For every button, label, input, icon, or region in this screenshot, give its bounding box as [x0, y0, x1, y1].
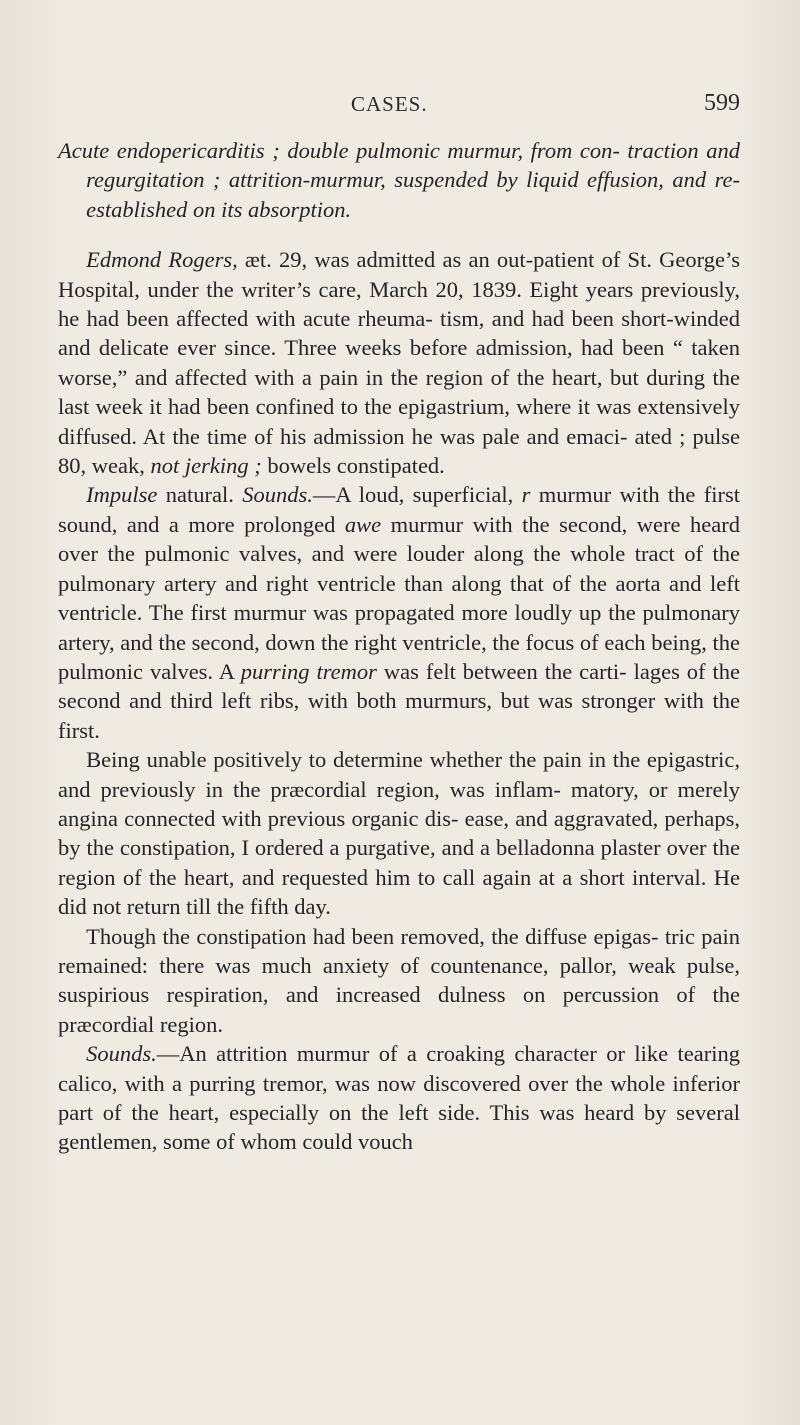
- paragraph-attrition-text: —An attrition murmur of a croaking character or like tearing calico, with a purring tremor, was now discovered over the whole inferior part of the heart, especially on the left side. This was heard by several gentlemen, some of whom could vouch: [58, 1041, 740, 1155]
- sounds-text-1: —A loud, superficial,: [312, 482, 522, 508]
- paragraph-admission-text: æt. 29, was admitted as an out-patient of St. George’s Hospital, under the writer’s care, March 20, 1839. Eight years previously, he had been affected with acute rheuma- tism, and had been short-winded and delicate ever since. Three weeks before admission, had been “ taken worse,” and affected with a pain in the region of the heart, but during the last week it had been confined to the epigastrium, where it was extensively diffused. At the time of his admission he was pale and emaci- ated ; pulse 80, weak,: [58, 247, 740, 479]
- paragraph-impulse-sounds: [58, 480, 740, 745]
- paragraph-treatment: Being unable positively to determine whether the pain in the epigastric, and previously in the præcordial region, was inflam- matory, or merely angina connected with previous organic dis- ease, and aggravated, perhaps, by the constipation, I ordered a purgative, and a belladonna plaster over the region of the heart, and requested him to call again at a short interval. He did not return till the fifth day.: [58, 747, 740, 920]
- paragraph-attrition: [58, 1039, 740, 1157]
- patient-name: Edmond Rogers,: [86, 247, 238, 273]
- page-number: 599: [704, 90, 740, 116]
- paragraph-followup: Though the constipation had been removed, the diffuse epigas- tric pain remained: there was much anxiety of countenance, pallor, weak pulse, suspirious respiration, and increased dulness on percussion of the præcordial region.: [58, 923, 740, 1037]
- page-header: [40, 92, 740, 122]
- impulse-label: Impulse: [86, 482, 158, 508]
- paragraph-admission: [58, 245, 740, 480]
- pulse-note: not jerking ;: [150, 453, 262, 479]
- impulse-value: natural.: [157, 482, 243, 508]
- running-head: CASES.: [351, 92, 428, 116]
- sounds-label-2: Sounds.: [86, 1041, 157, 1067]
- paragraph-admission-tail: bowels constipated.: [261, 453, 445, 479]
- sounds-text-3: murmur with the second, were heard over the pulmonic valves, and were louder along the whole tract of the pulmonary artery and right ventricle than along that of the aorta and left ventricle. The first murmur was propagated more loudly up the pulmonary artery, and the second, down the right ventricle, the focus of each being, the pulmonic valves. A: [58, 511, 740, 684]
- page-body: [58, 136, 740, 1157]
- r-mark: r: [521, 482, 531, 508]
- sounds-text-4: was felt between the carti- lages of the second and third left ribs, with both murmurs, but was stronger with the first.: [58, 658, 740, 743]
- purring-tremor-term: purring tremor: [240, 658, 377, 684]
- sounds-label: Sounds.: [242, 482, 313, 508]
- sounds-text-2: murmur with the first sound, and a more prolonged: [58, 482, 741, 537]
- awe-term: awe: [344, 511, 382, 537]
- case-title: Acute endopericarditis ; double pulmonic murmur, from con- traction and regurgitation ; attrition-murmur, suspended by liquid effusion, and re-established on its absorption.: [58, 138, 740, 222]
